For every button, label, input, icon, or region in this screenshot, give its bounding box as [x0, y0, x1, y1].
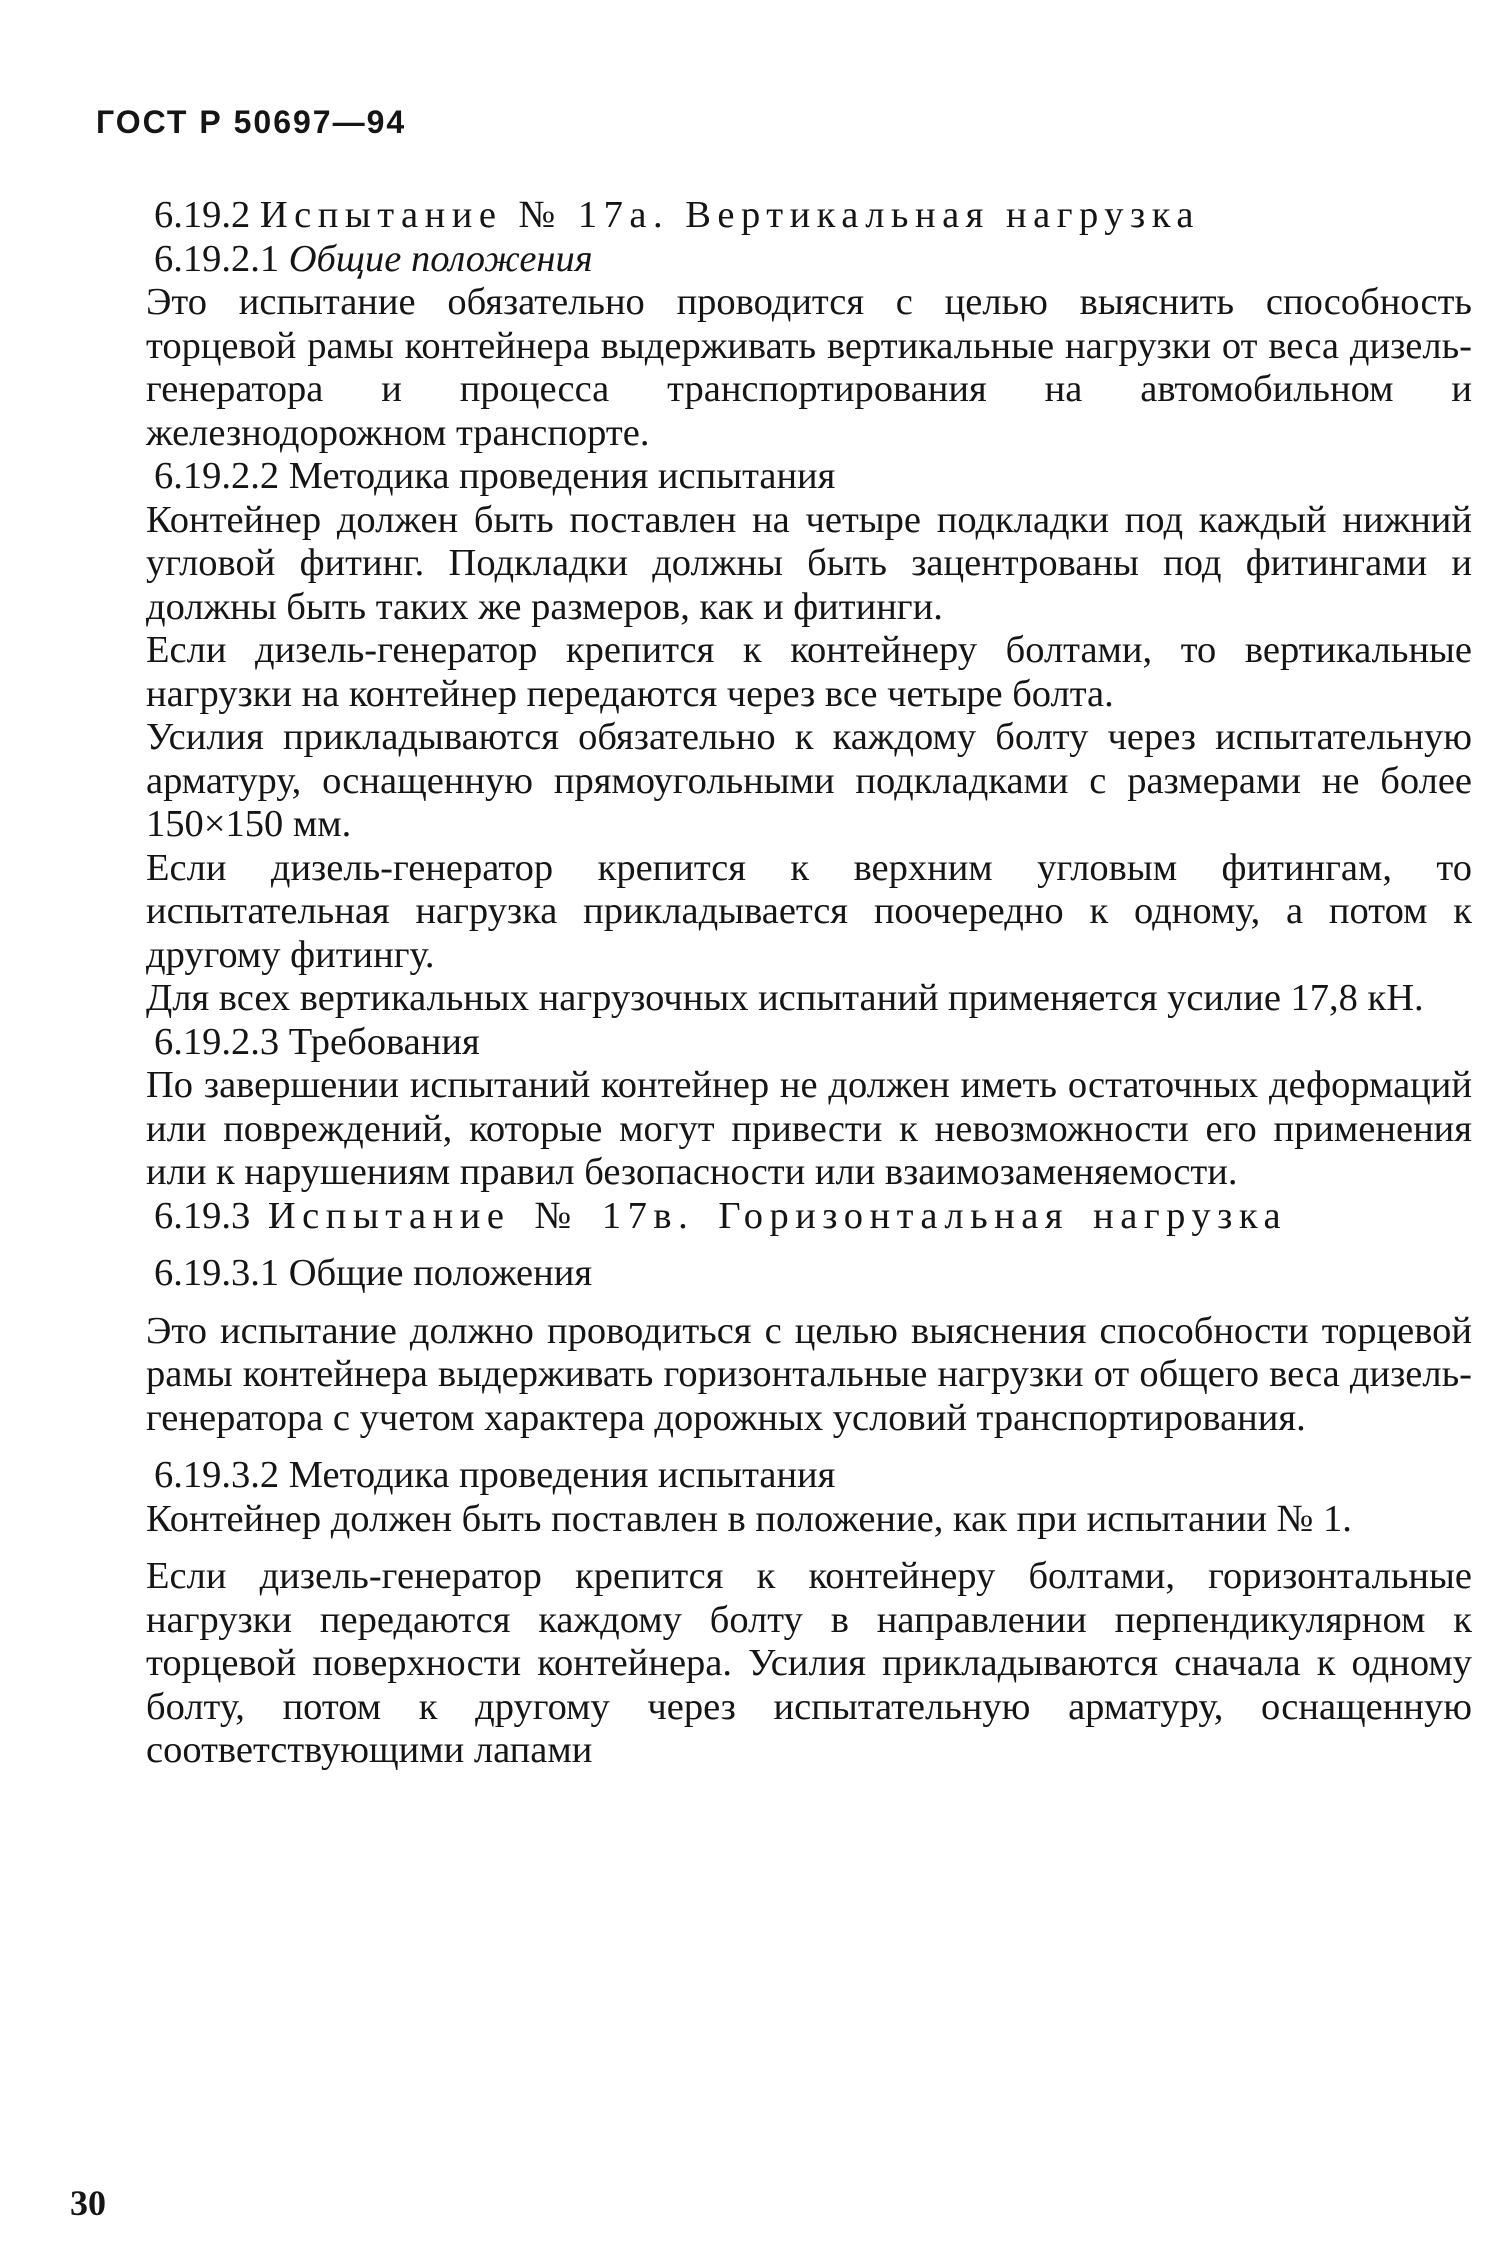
spacer [154, 1541, 1472, 1555]
spacer [154, 1440, 1472, 1454]
subsection-heading [154, 1252, 1472, 1296]
paragraph: По завершении испытаний контейнер не должен иметь остаточных деформаций или повреждений, которые могут привести к невозможности его применения или к нарушениям правил безопасности или взаимозаменяемости. [146, 1064, 1472, 1193]
document-header: ГОСТ Р 50697—94 [96, 104, 407, 140]
section-heading [154, 1195, 1472, 1239]
section-number: 6.19.3 [154, 1194, 251, 1237]
section-number: 6.19.2.1 [154, 237, 280, 280]
subsection-heading [154, 1021, 1472, 1065]
page-number: 30 [70, 2183, 106, 2223]
paragraph: Это испытание обязательно проводится с целью выяснить способность торцевой рамы контейнера выдерживать вертикальные нагрузки от веса дизель-генератора и процесса транспортирования на автомобильном и железнодорожном транспорте. [146, 281, 1472, 454]
subsection-heading [154, 455, 1472, 499]
spacer [154, 1238, 1472, 1252]
paragraph: Если дизель-генератор крепится к верхним угловым фитингам, то испытательная нагрузка прикладывается поочередно к одному, а потом к другому фитингу. [146, 846, 1472, 976]
paragraph: Это испытание должно проводиться с целью выяснения способности торцевой рамы контейнера выдерживать горизонтальные нагрузки от общего веса дизель-генератора с учетом характера дорожных условий транспортирования. [146, 1309, 1472, 1439]
section-title: Методика проведения испытания [288, 1454, 836, 1496]
paragraph: Контейнер должен быть поставлен на четыре подкладки под каждый нижний угловой фитинг. Подкладки должны быть зацентрованы под фитингами и должны быть таких же размеров, как и фитинги. [146, 498, 1472, 628]
section-title: Общие положения [288, 1252, 593, 1294]
paragraph: Если дизель-генератор крепится к контейнеру болтами, то вертикальные нагрузки на контейнер передаются через все четыре болта. [146, 629, 1472, 715]
document-body [146, 194, 1472, 1773]
section-title: Методика проведения испытания [288, 455, 836, 497]
subsection-heading [154, 1454, 1472, 1498]
paragraph: Если дизель-генератор крепится к контейнеру болтами, горизонтальные нагрузки передаются каждому болту в направлении перпендикулярном к торцевой поверхности контейнера. Усилия прикладываются сначала к одному болту, потом к другому через испытательную арматуру, оснащенную соответствующими лапами [146, 1555, 1472, 1771]
section-title: Требования [288, 1020, 480, 1063]
section-title: Испытание № 17в. Горизонтальная нагрузка [267, 1194, 1288, 1237]
section-number: 6.19.3.2 [154, 1454, 280, 1496]
spacer [154, 1296, 1472, 1310]
paragraph: Усилия прикладываются обязательно к каждому болту через испытательную арматуру, оснащенную прямоугольными подкладками с размерами не более 150×150 мм. [146, 716, 1472, 845]
subsection-heading [154, 238, 1472, 282]
section-title: Общие положения [288, 237, 593, 280]
paragraph: Контейнер должен быть поставлен в положение, как при испытании № 1. [146, 1497, 1352, 1540]
paragraph: Для всех вертикальных нагрузочных испытаний применяется усилие 17,8 кН. [146, 977, 1424, 1019]
section-number: 6.19.2 [154, 194, 251, 236]
section-title: Испытание № 17а. Вертикальная нагрузка [259, 194, 1200, 236]
section-number: 6.19.2.2 [154, 455, 280, 497]
section-number: 6.19.2.3 [154, 1020, 280, 1063]
section-number: 6.19.3.1 [154, 1252, 280, 1294]
section-heading [154, 194, 1472, 238]
